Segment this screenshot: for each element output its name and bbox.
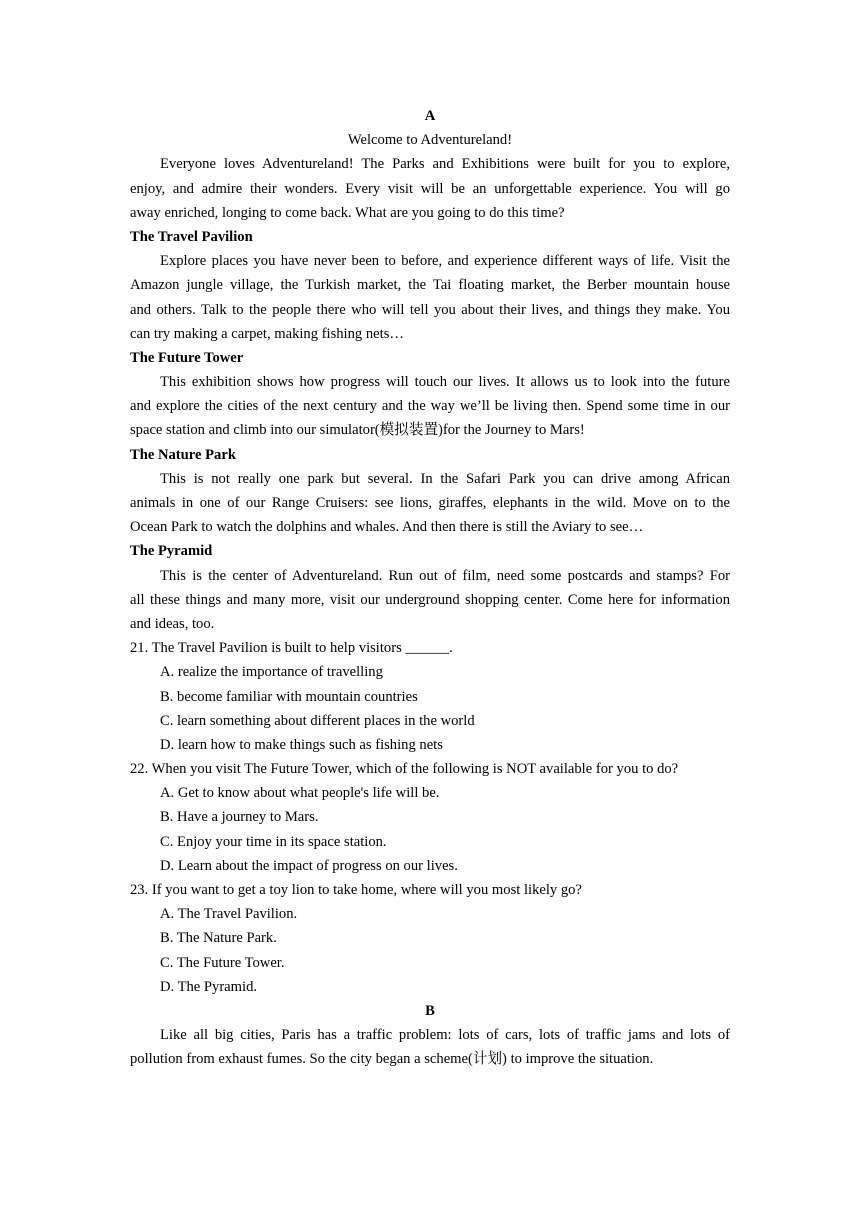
question-22-option-d: D. Learn about the impact of progress on our lives. bbox=[160, 857, 458, 874]
heading-future-tower: The Future Tower bbox=[130, 349, 244, 366]
question-21-option-b: B. become familiar with mountain countries bbox=[160, 688, 418, 705]
document-page bbox=[130, 104, 730, 1072]
paragraph-line: all these things and many more, visit our underground shopping center. Come here for information bbox=[130, 591, 730, 608]
intro-line: Everyone loves Adventureland! The Parks and Exhibitions were built for you to explore, bbox=[160, 156, 730, 173]
heading-pyramid: The Pyramid bbox=[130, 543, 213, 560]
question-22-stem: 22. When you visit The Future Tower, which of the following is NOT available for you to do? bbox=[130, 761, 679, 778]
intro-line: away enriched, longing to come back. What are you going to do this time? bbox=[130, 204, 565, 221]
paragraph-line: This is the center of Adventureland. Run out of film, need some postcards and stamps? For bbox=[160, 567, 730, 584]
paragraph-line: This exhibition shows how progress will touch our lives. It allows us to look into the future bbox=[160, 374, 730, 391]
paragraph-line: animals in one of our Range Cruisers: see lions, giraffes, elephants in the wild. Move on to the bbox=[130, 495, 730, 511]
question-23-option-b: B. The Nature Park. bbox=[160, 930, 277, 947]
question-22-option-a: A. Get to know about what people's life will be. bbox=[160, 785, 440, 802]
paragraph-line: and explore the cities of the next century and the way we’ll be living then. Spend some time in our bbox=[130, 398, 730, 415]
question-21-option-d: D. learn how to make things such as fishing nets bbox=[160, 736, 443, 753]
paragraph-line: This is not really one park but several. In the Safari Park you can drive among African bbox=[160, 470, 730, 487]
heading-nature-park: The Nature Park bbox=[130, 446, 236, 463]
section-a-letter: A bbox=[424, 108, 436, 124]
question-21-option-a: A. realize the importance of travelling bbox=[160, 664, 383, 681]
paragraph-line: and others. Talk to the people there who will tell you about their lives, and things they make. You bbox=[130, 301, 730, 318]
paragraph-line: Amazon jungle village, the Turkish market, the Tai floating market, the Berber mountain house bbox=[130, 277, 730, 294]
paragraph-line: can try making a carpet, making fishing nets… bbox=[130, 325, 404, 342]
paragraph-line: and ideas, too. bbox=[130, 615, 215, 632]
question-22-option-b: B. Have a journey to Mars. bbox=[160, 809, 319, 826]
paragraph-line: Like all big cities, Paris has a traffic problem: lots of cars, lots of traffic jams and lots of bbox=[160, 1027, 730, 1044]
intro-line: enjoy, and admire their wonders. Every visit will be an unforgettable experience. You will go bbox=[130, 180, 730, 197]
paragraph-line: Explore places you have never been to before, and experience different ways of life. Visit the bbox=[160, 253, 730, 270]
paragraph-line: space station and climb into our simulator(模拟装置)for the Journey to Mars! bbox=[130, 422, 585, 439]
passage-title: Welcome to Adventureland! bbox=[347, 132, 513, 149]
question-21-stem: 21. The Travel Pavilion is built to help visitors ______. bbox=[130, 640, 453, 657]
question-23-option-d: D. The Pyramid. bbox=[160, 978, 258, 995]
question-22-option-c: C. Enjoy your time in its space station. bbox=[160, 833, 387, 850]
question-23-option-a: A. The Travel Pavilion. bbox=[160, 906, 298, 923]
paragraph-line: Ocean Park to watch the dolphins and whales. And then there is still the Aviary to see… bbox=[130, 519, 644, 536]
question-23-stem: 23. If you want to get a toy lion to take home, where will you most likely go? bbox=[130, 882, 582, 898]
paragraph-line: pollution from exhaust fumes. So the city began a scheme(计划) to improve the situation. bbox=[130, 1051, 654, 1068]
question-21-option-c: C. learn something about different places in the world bbox=[160, 712, 475, 729]
heading-travel-pavilion: The Travel Pavilion bbox=[130, 228, 253, 245]
section-b-letter: B bbox=[425, 1002, 435, 1019]
question-23-option-c: C. The Future Tower. bbox=[160, 954, 285, 971]
